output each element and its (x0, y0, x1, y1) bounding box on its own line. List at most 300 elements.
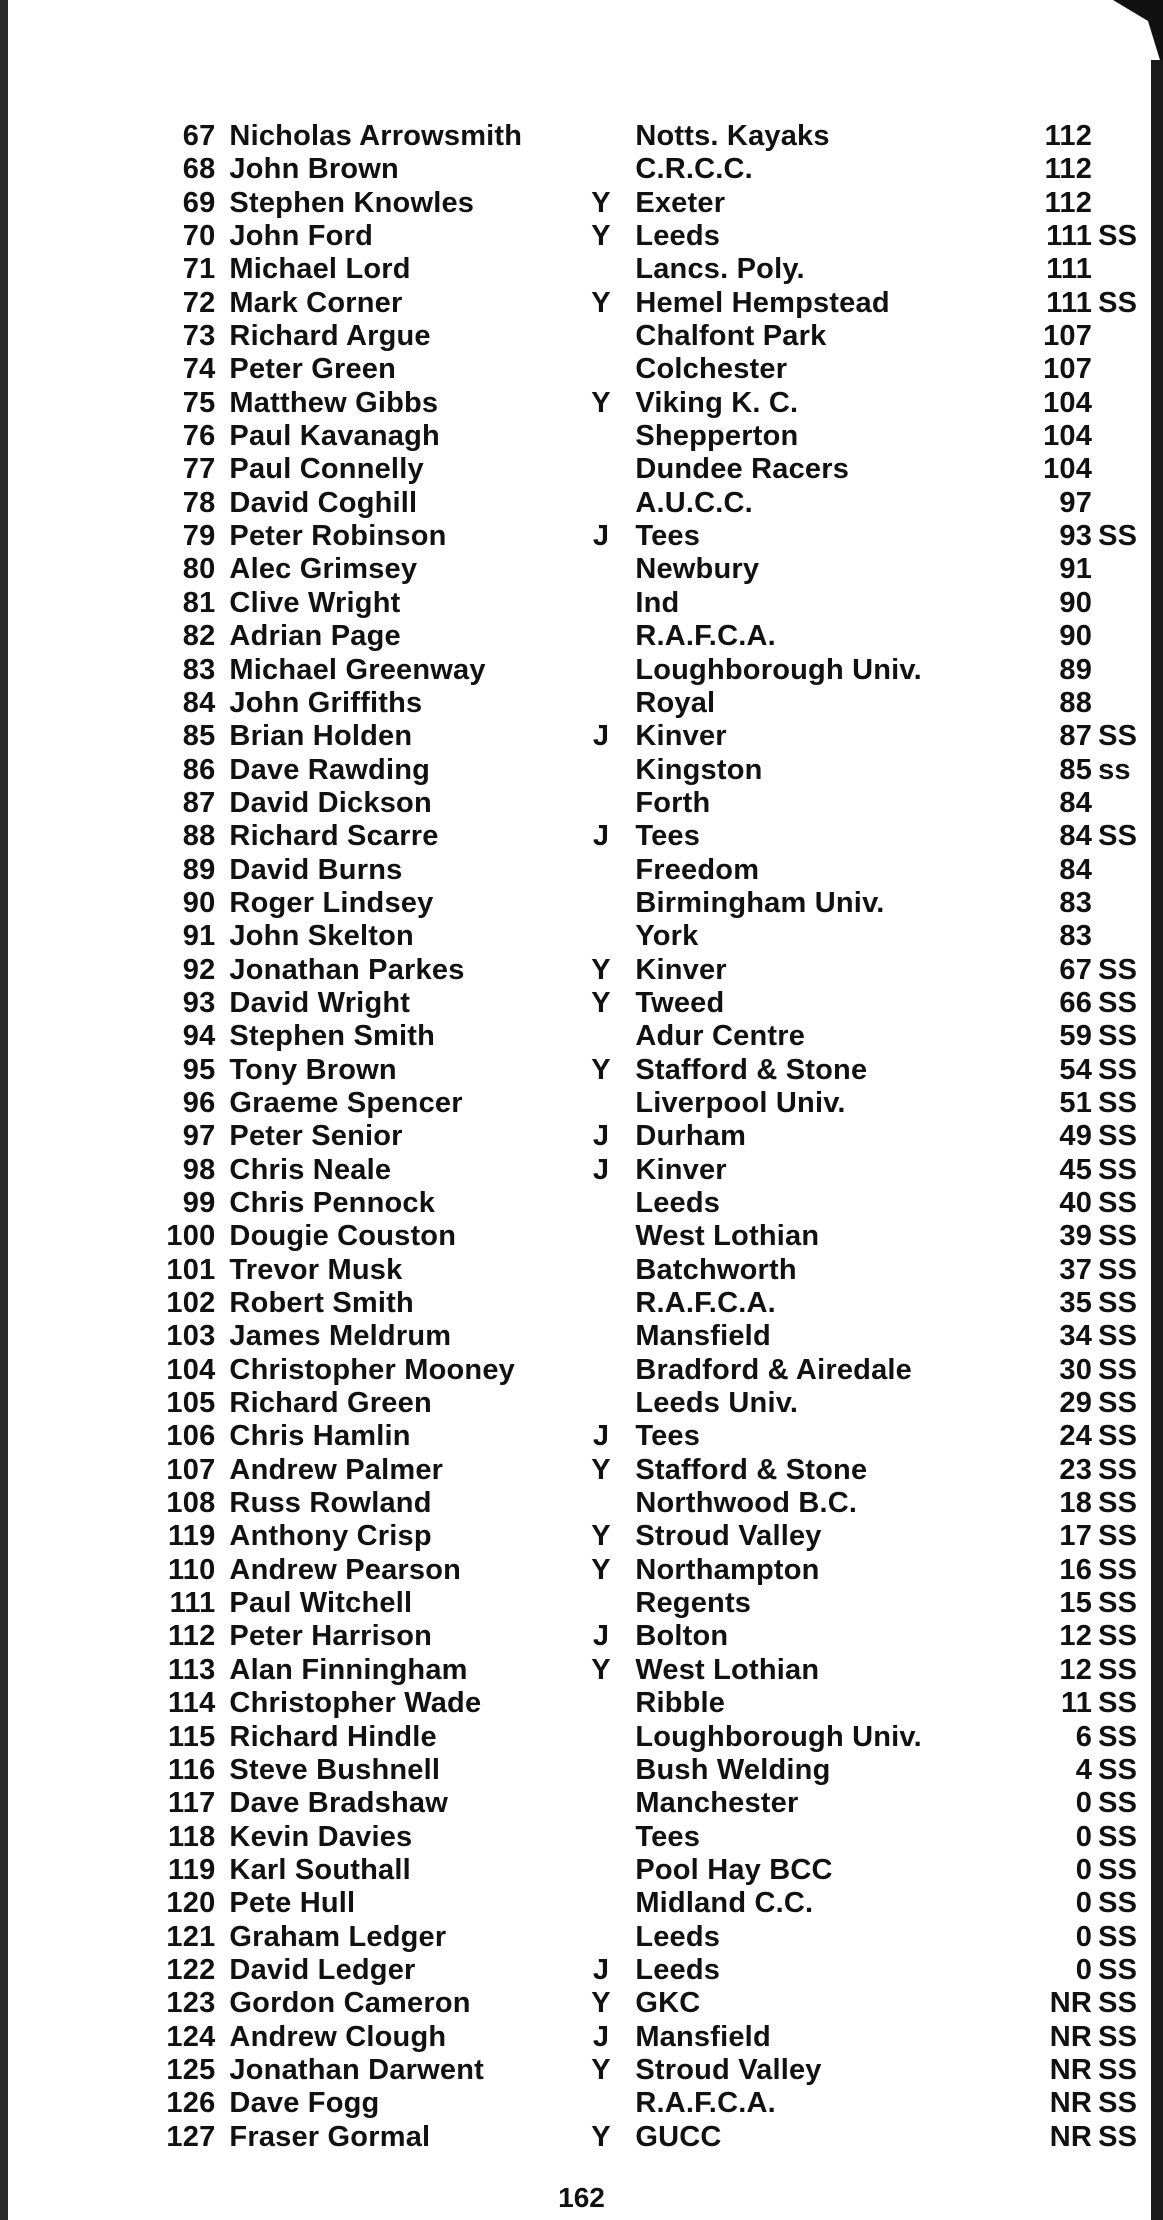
position-number: 127 (166, 2120, 216, 2153)
club-name: GUCC (635, 2120, 722, 2153)
result-row (145, 1921, 1145, 1954)
competitor-name: Chris Pennock (229, 1187, 436, 1219)
category-code: Y (591, 953, 611, 986)
result-row (145, 1087, 1145, 1120)
position-number: 72 (182, 286, 216, 319)
status-flag: SS (1098, 1887, 1138, 1920)
status-flag: SS (1098, 820, 1138, 853)
club-name: Royal (635, 686, 716, 719)
club-name: Birmingham Univ. (635, 886, 885, 919)
score-value: 0 (1075, 1787, 1093, 1820)
result-row (145, 1554, 1145, 1587)
club-name: Kinver (635, 953, 727, 986)
category-code: J (592, 1153, 610, 1186)
position-number: 98 (182, 1153, 216, 1186)
result-row (145, 1354, 1145, 1387)
result-row (145, 954, 1145, 987)
competitor-name: John Brown (229, 153, 399, 186)
score-value: 84 (1059, 853, 1093, 886)
score-value: 90 (1059, 620, 1093, 653)
result-row (145, 920, 1145, 953)
position-number: 80 (182, 553, 216, 586)
page-number: 162 (558, 2182, 605, 2213)
result-row (145, 1587, 1145, 1620)
club-name: Colchester (635, 353, 788, 386)
score-value: NR (1049, 2087, 1093, 2120)
category-code: J (592, 720, 610, 753)
competitor-name: Clive Wright (229, 586, 401, 619)
club-name: Loughborough Univ. (635, 653, 922, 686)
competitor-name: Russ Rowland (229, 1487, 432, 1520)
result-row (145, 1054, 1145, 1087)
status-flag: SS (1098, 1920, 1138, 1953)
club-name: Tees (635, 1420, 701, 1453)
result-row (145, 1887, 1145, 1920)
club-name: GKC (635, 1987, 701, 2020)
result-row (145, 2021, 1145, 2054)
position-number: 71 (182, 253, 216, 286)
status-flag: SS (1098, 1520, 1138, 1553)
score-value: 84 (1059, 786, 1093, 819)
competitor-name: Alan Finningham (229, 1653, 468, 1686)
competitor-name: Richard Hindle (229, 1720, 437, 1753)
category-code: J (592, 1620, 610, 1653)
club-name: West Lothian (635, 1653, 820, 1686)
category-code: Y (591, 1553, 611, 1586)
result-row (145, 1954, 1145, 1987)
result-row (145, 1520, 1145, 1553)
competitor-name: Stephen Knowles (229, 186, 475, 219)
position-number: 75 (182, 386, 216, 419)
result-row (145, 887, 1145, 920)
club-name: Manchester (635, 1787, 799, 1820)
result-row (145, 754, 1145, 787)
competitor-name: Mark Corner (229, 286, 403, 319)
category-code: Y (591, 1653, 611, 1686)
competitor-name: Tony Brown (229, 1053, 397, 1086)
club-name: Stroud Valley (635, 1520, 822, 1553)
competitor-name: Jonathan Darwent (229, 2053, 484, 2086)
result-row (145, 1654, 1145, 1687)
competitor-name: Richard Scarre (229, 820, 439, 853)
category-code: Y (591, 1520, 611, 1553)
club-name: R.A.F.C.A. (635, 620, 776, 653)
result-row (145, 453, 1145, 486)
status-flag: SS (1098, 1687, 1138, 1720)
status-flag: SS (1098, 1353, 1138, 1386)
result-row (145, 1120, 1145, 1153)
competitor-name: Peter Robinson (229, 520, 447, 553)
result-row (145, 187, 1145, 220)
position-number: 106 (166, 1420, 216, 1453)
category-code: Y (591, 986, 611, 1019)
status-flag: SS (1098, 1587, 1138, 1620)
competitor-name: David Coghill (229, 486, 418, 519)
category-code: Y (591, 2053, 611, 2086)
score-value: 107 (1043, 353, 1093, 386)
position-number: 101 (166, 1253, 216, 1286)
score-value: 88 (1059, 686, 1093, 719)
status-flag: SS (1098, 2020, 1138, 2053)
status-flag: SS (1098, 1620, 1138, 1653)
result-row (145, 1220, 1145, 1253)
status-flag: SS (1098, 953, 1138, 986)
club-name: Leeds (635, 220, 721, 253)
position-number: 87 (182, 786, 216, 819)
position-number: 73 (182, 320, 216, 353)
score-value: NR (1049, 1987, 1093, 2020)
competitor-name: Dave Bradshaw (229, 1787, 449, 1820)
score-value: 54 (1059, 1053, 1093, 1086)
competitor-name: Anthony Crisp (229, 1520, 432, 1553)
result-row (145, 1254, 1145, 1287)
result-row (145, 287, 1145, 320)
position-number: 74 (182, 353, 216, 386)
position-number: 108 (166, 1487, 216, 1520)
club-name: Dundee Racers (635, 453, 850, 486)
result-row (145, 1487, 1145, 1520)
position-number: 68 (182, 153, 216, 186)
club-name: C.R.C.C. (635, 153, 753, 186)
score-value: 87 (1059, 720, 1093, 753)
score-value: 17 (1059, 1520, 1093, 1553)
club-name: Tees (635, 820, 701, 853)
competitor-name: Andrew Palmer (229, 1453, 444, 1486)
club-name: Kinver (635, 720, 727, 753)
status-flag: SS (1098, 1787, 1138, 1820)
status-flag: SS (1098, 1953, 1138, 1986)
category-code: J (592, 520, 610, 553)
club-name: Newbury (635, 553, 760, 586)
score-value: 0 (1075, 1887, 1093, 1920)
competitor-name: James Meldrum (229, 1320, 452, 1353)
competitor-name: Christopher Mooney (229, 1353, 515, 1386)
category-code: J (592, 2020, 610, 2053)
status-flag: SS (1098, 1853, 1138, 1886)
status-flag: SS (1098, 720, 1138, 753)
result-row (145, 153, 1145, 186)
club-name: Stroud Valley (635, 2053, 822, 2086)
category-code: J (592, 820, 610, 853)
competitor-name: John Skelton (229, 920, 414, 953)
score-value: 35 (1059, 1287, 1093, 1320)
position-number: 96 (182, 1086, 216, 1119)
competitor-name: Brian Holden (229, 720, 413, 753)
page-shadow-left (0, 0, 8, 2220)
category-code: Y (591, 1053, 611, 1086)
score-value: 51 (1059, 1086, 1093, 1119)
result-row (145, 1687, 1145, 1720)
club-name: Adur Centre (635, 1020, 806, 1053)
competitor-name: Roger Lindsey (229, 886, 434, 919)
result-row (145, 1320, 1145, 1353)
position-number: 82 (182, 620, 216, 653)
status-flag: SS (1098, 1987, 1138, 2020)
result-row (145, 1821, 1145, 1854)
result-row (145, 587, 1145, 620)
status-flag: SS (1098, 1120, 1138, 1153)
competitor-name: Graeme Spencer (229, 1086, 463, 1119)
results-list (145, 120, 1145, 2154)
result-row (145, 687, 1145, 720)
result-row (145, 1987, 1145, 2020)
club-name: York (635, 920, 699, 953)
competitor-name: Pete Hull (229, 1887, 356, 1920)
competitor-name: Richard Green (229, 1387, 432, 1420)
score-value: NR (1049, 2053, 1093, 2086)
status-flag: SS (1098, 2087, 1138, 2120)
status-flag: ss (1098, 753, 1131, 786)
score-value: 34 (1059, 1320, 1093, 1353)
result-row (145, 1020, 1145, 1053)
club-name: Tees (635, 1820, 701, 1853)
position-number: 107 (166, 1453, 216, 1486)
club-name: Chalfont Park (635, 320, 827, 353)
status-flag: SS (1098, 1720, 1138, 1753)
score-value: 104 (1043, 386, 1093, 419)
club-name: Kingston (635, 753, 763, 786)
position-number: 93 (182, 986, 216, 1019)
club-name: Liverpool Univ. (635, 1086, 846, 1119)
score-value: 89 (1059, 653, 1093, 686)
result-row (145, 1721, 1145, 1754)
position-number: 104 (166, 1353, 216, 1386)
competitor-name: David Dickson (229, 786, 432, 819)
score-value: NR (1049, 2120, 1093, 2153)
club-name: Batchworth (635, 1253, 797, 1286)
competitor-name: Jonathan Parkes (229, 953, 465, 986)
score-value: 97 (1059, 486, 1093, 519)
result-row (145, 720, 1145, 753)
status-flag: SS (1098, 1820, 1138, 1853)
position-number: 70 (182, 220, 216, 253)
competitor-name: Peter Green (229, 353, 397, 386)
score-value: 111 (1046, 220, 1093, 253)
competitor-name: John Griffiths (229, 686, 423, 719)
category-code: Y (591, 286, 611, 319)
score-value: 12 (1059, 1653, 1093, 1686)
position-number: 83 (182, 653, 216, 686)
category-code: J (592, 1953, 610, 1986)
club-name: Lancs. Poly. (635, 253, 805, 286)
result-row (145, 520, 1145, 553)
status-flag: SS (1098, 1187, 1138, 1219)
club-name: A.U.C.C. (635, 486, 753, 519)
competitor-name: Adrian Page (229, 620, 401, 653)
position-number: 79 (182, 520, 216, 553)
competitor-name: Chris Neale (229, 1153, 392, 1186)
position-number: 105 (166, 1387, 216, 1420)
position-number: 121 (166, 1920, 216, 1953)
result-row (145, 820, 1145, 853)
score-value: 66 (1059, 986, 1093, 1019)
position-number: 103 (166, 1320, 216, 1353)
club-name: Leeds Univ. (635, 1387, 799, 1420)
score-value: 112 (1044, 186, 1093, 219)
score-value: 12 (1059, 1620, 1093, 1653)
club-name: Forth (635, 786, 711, 819)
competitor-name: Paul Connelly (229, 453, 424, 486)
status-flag: SS (1098, 1253, 1138, 1286)
position-number: 112 (168, 1620, 216, 1653)
score-value: 59 (1059, 1020, 1093, 1053)
competitor-name: John Ford (229, 220, 373, 253)
result-row (145, 320, 1145, 353)
position-number: 124 (166, 2020, 216, 2053)
result-row (145, 787, 1145, 820)
competitor-name: Michael Lord (229, 253, 411, 286)
competitor-name: Andrew Clough (229, 2020, 447, 2053)
category-code: Y (591, 1453, 611, 1486)
score-value: 29 (1059, 1387, 1093, 1420)
competitor-name: Christopher Wade (229, 1687, 482, 1720)
competitor-name: Gordon Cameron (229, 1987, 471, 2020)
result-row (145, 1154, 1145, 1187)
status-flag: SS (1098, 2053, 1138, 2086)
position-number: 90 (182, 886, 216, 919)
score-value: 18 (1059, 1487, 1093, 1520)
score-value: 111 (1046, 286, 1093, 319)
score-value: 0 (1075, 1920, 1093, 1953)
result-row (145, 487, 1145, 520)
competitor-name: Trevor Musk (229, 1253, 403, 1286)
score-value: 104 (1043, 453, 1093, 486)
score-value: 93 (1059, 520, 1093, 553)
category-code: J (592, 1420, 610, 1453)
position-number: 91 (182, 920, 216, 953)
score-value: 39 (1059, 1220, 1093, 1253)
position-number: 111 (169, 1587, 216, 1620)
position-number: 120 (166, 1887, 216, 1920)
category-code: Y (591, 220, 611, 253)
result-row (145, 987, 1145, 1020)
score-value: 67 (1059, 953, 1093, 986)
position-number: 69 (182, 186, 216, 219)
status-flag: SS (1098, 220, 1138, 253)
club-name: Hemel Hempstead (635, 286, 890, 319)
score-value: 0 (1075, 1853, 1093, 1886)
club-name: R.A.F.C.A. (635, 1287, 776, 1320)
status-flag: SS (1098, 1553, 1138, 1586)
club-name: Mansfield (635, 1320, 771, 1353)
position-number: 113 (168, 1653, 216, 1686)
score-value: 90 (1059, 586, 1093, 619)
competitor-name: Richard Argue (229, 320, 431, 353)
competitor-name: Dave Fogg (229, 2087, 380, 2120)
competitor-name: Graham Ledger (229, 1920, 447, 1953)
page-shadow-right (1151, 60, 1163, 2220)
score-value: 24 (1059, 1420, 1093, 1453)
score-value: 104 (1043, 420, 1093, 453)
competitor-name: Robert Smith (229, 1287, 414, 1320)
club-name: Viking K. C. (635, 386, 799, 419)
position-number: 86 (182, 753, 216, 786)
result-row (145, 620, 1145, 653)
competitor-name: David Ledger (229, 1953, 416, 1986)
category-code: Y (591, 386, 611, 419)
club-name: Leeds (635, 1187, 721, 1219)
status-flag: SS (1098, 1287, 1138, 1320)
status-flag: SS (1098, 986, 1138, 1019)
score-value: 11 (1061, 1687, 1093, 1720)
score-value: 30 (1059, 1353, 1093, 1386)
competitor-name: Kevin Davies (229, 1820, 413, 1853)
club-name: Mansfield (635, 2020, 771, 2053)
status-flag: SS (1098, 1053, 1138, 1086)
position-number: 94 (182, 1020, 216, 1053)
competitor-name: Matthew Gibbs (229, 386, 439, 419)
competitor-name: Karl Southall (229, 1853, 411, 1886)
competitor-name: Nicholas Arrowsmith (229, 120, 523, 152)
competitor-name: Dougie Couston (229, 1220, 457, 1253)
club-name: Tees (635, 520, 701, 553)
competitor-name: Paul Witchell (229, 1587, 413, 1620)
category-code: Y (591, 186, 611, 219)
score-value: 15 (1059, 1587, 1093, 1620)
score-value: 107 (1043, 320, 1093, 353)
result-row (145, 654, 1145, 687)
score-value: 111 (1046, 253, 1093, 286)
position-number: 100 (166, 1220, 216, 1253)
category-code: Y (591, 1987, 611, 2020)
position-number: 88 (182, 820, 216, 853)
result-row (145, 1854, 1145, 1887)
club-name: Leeds (635, 1920, 721, 1953)
status-flag: SS (1098, 1153, 1138, 1186)
result-row (145, 854, 1145, 887)
result-row (145, 1454, 1145, 1487)
club-name: Bolton (635, 1620, 729, 1653)
position-number: 110 (168, 1553, 216, 1586)
status-flag: SS (1098, 1487, 1138, 1520)
club-name: Stafford & Stone (635, 1453, 868, 1486)
score-value: 84 (1059, 820, 1093, 853)
competitor-name: Andrew Pearson (229, 1553, 462, 1586)
club-name: Ind (635, 586, 680, 619)
result-row (145, 220, 1145, 253)
competitor-name: Michael Greenway (229, 653, 486, 686)
position-number: 102 (166, 1287, 216, 1320)
club-name: Durham (635, 1120, 747, 1153)
status-flag: SS (1098, 1220, 1138, 1253)
result-row (145, 1787, 1145, 1820)
status-flag: SS (1098, 1653, 1138, 1686)
result-row (145, 353, 1145, 386)
competitor-name: Peter Senior (229, 1120, 403, 1153)
status-flag: SS (1098, 1387, 1138, 1420)
score-value: 85 (1059, 753, 1093, 786)
result-row (145, 253, 1145, 286)
result-row (145, 1754, 1145, 1787)
position-number: 125 (166, 2053, 216, 2086)
result-row (145, 2054, 1145, 2087)
score-value: 83 (1059, 920, 1093, 953)
score-value: 91 (1059, 553, 1093, 586)
result-row (145, 2121, 1145, 2154)
club-name: Kinver (635, 1153, 727, 1186)
competitor-name: Fraser Gormal (229, 2120, 431, 2153)
position-number: 95 (182, 1053, 216, 1086)
score-value: NR (1049, 2020, 1093, 2053)
score-value: 0 (1075, 1820, 1093, 1853)
category-code: Y (591, 2120, 611, 2153)
position-number: 115 (168, 1720, 216, 1753)
club-name: Exeter (635, 186, 726, 219)
score-value: 112 (1044, 153, 1093, 186)
status-flag: SS (1098, 2120, 1138, 2153)
position-number: 84 (182, 686, 216, 719)
competitor-name: Dave Rawding (229, 753, 431, 786)
